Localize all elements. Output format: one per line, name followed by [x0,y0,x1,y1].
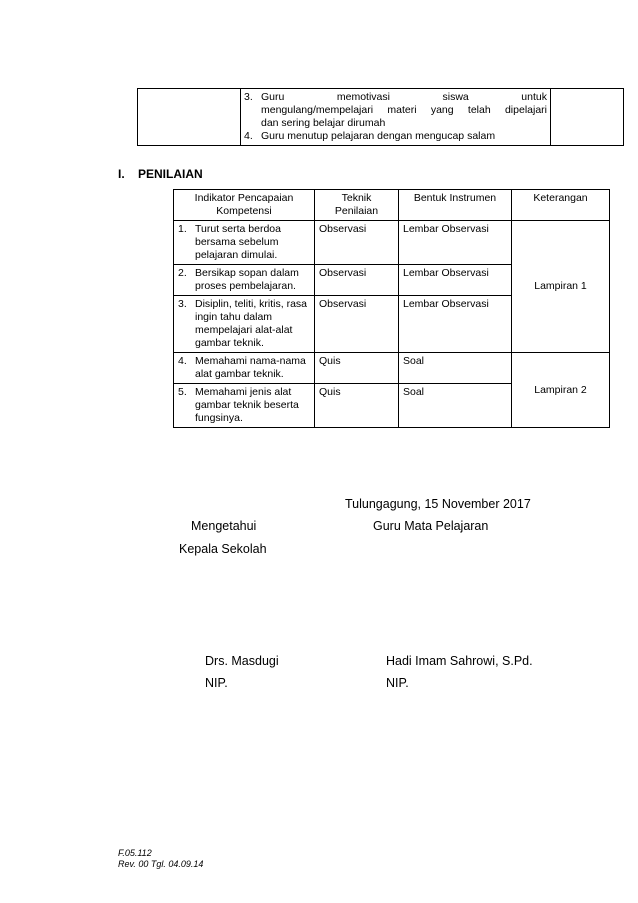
bentuk-cell: Soal [399,384,512,428]
teknik-cell: Quis [315,384,399,428]
teknik-cell: Quis [315,353,399,384]
bentuk-cell: Lembar Observasi [399,265,512,296]
left-name: Drs. Masdugi [205,654,279,668]
section-heading [118,167,203,181]
empty-cell [138,89,241,146]
revision-note: Rev. 00 Tgl. 04.09.14 [118,859,204,869]
bentuk-cell: Soal [399,353,512,384]
left-role: Kepala Sekolah [179,542,267,556]
header-keterangan: Keterangan [512,190,610,221]
header-indikator: Indikator Pencapaian Kompetensi [174,190,315,221]
indicator-text: Bersikap sopan dalam proses pembelajaran. [195,267,299,292]
table-header-row [174,190,610,221]
row-number: 5. [178,386,187,398]
footer [118,848,203,870]
step-item [244,130,547,143]
step-item [244,91,547,130]
indicator-text: Memahami nama-nama alat gambar teknik. [195,355,306,380]
keterangan-cell: Lampiran 2 [512,353,610,428]
form-code: F.05.112 [118,848,152,858]
teknik-cell: Observasi [315,221,399,265]
indicator-text: Memahami jenis alat gambar teknik beserta fungsinya. [195,386,299,424]
row-number: 3. [178,298,187,310]
header-teknik: Teknik Penilaian [315,190,399,221]
indicator-text: Turut serta berdoa bersama sebelum pelajaran dimulai. [195,223,281,261]
row-number: 1. [178,223,187,235]
right-nip: NIP. [386,676,409,690]
teknik-cell: Observasi [315,265,399,296]
indicator-text: Disiplin, teliti, kritis, rasa ingin tahu dalam mempelajari alat-alat gambar teknik. [195,298,308,349]
header-bentuk: Bentuk Instrumen [399,190,512,221]
teknik-cell: Observasi [315,296,399,353]
keterangan-cell: Lampiran 1 [512,221,610,353]
empty-cell [551,89,624,146]
section-title: PENILAIAN [138,167,203,181]
section-number: I. [118,167,125,181]
steps-cell [241,89,551,146]
step-text: Guru memotivasi siswa untuk mengulang/mempelajari materi yang telah dipelajari dan sering belajar dirumah [261,91,547,129]
table-row [174,221,610,265]
row-number: 2. [178,267,187,279]
left-nip: NIP. [205,676,228,690]
bentuk-cell: Lembar Observasi [399,296,512,353]
step-number: 3. [244,91,253,103]
left-label: Mengetahui [191,519,257,533]
table-row [174,353,610,384]
row-number: 4. [178,355,187,367]
place-date: Tulungagung, 15 November 2017 [345,497,531,511]
bentuk-cell: Lembar Observasi [399,221,512,265]
activity-table [137,88,624,146]
step-text: Guru menutup pelajaran dengan mengucap salam [261,130,496,142]
step-number: 4. [244,130,253,142]
assessment-table [173,189,610,428]
right-name: Hadi Imam Sahrowi, S.Pd. [386,654,533,668]
right-role: Guru Mata Pelajaran [373,519,489,533]
